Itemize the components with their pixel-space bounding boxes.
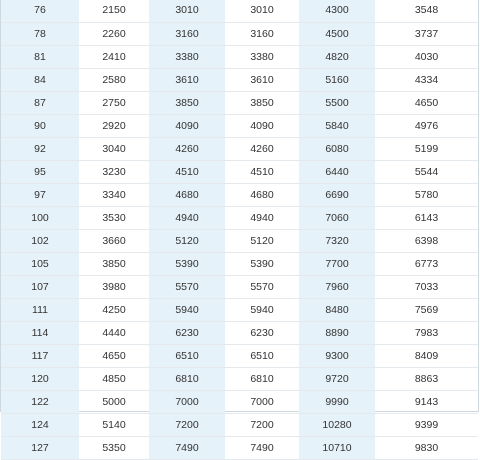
table-cell: 5940 bbox=[149, 298, 225, 321]
table-cell: 95 bbox=[1, 160, 79, 183]
table-cell: 4260 bbox=[149, 137, 225, 160]
table-cell: 7060 bbox=[299, 206, 375, 229]
table-cell: 9990 bbox=[299, 390, 375, 413]
table-row bbox=[1, 321, 478, 344]
table-cell: 120 bbox=[1, 367, 79, 390]
table-row bbox=[1, 45, 478, 68]
table-cell: 5570 bbox=[225, 275, 299, 298]
table-cell: 6440 bbox=[299, 160, 375, 183]
table-cell: 8863 bbox=[375, 367, 478, 390]
table-cell: 2410 bbox=[79, 45, 149, 68]
table-cell: 4510 bbox=[225, 160, 299, 183]
table-cell: 3160 bbox=[225, 22, 299, 45]
table-cell: 5544 bbox=[375, 160, 478, 183]
table-cell: 124 bbox=[1, 413, 79, 436]
table-cell: 100 bbox=[1, 206, 79, 229]
table-cell: 9830 bbox=[375, 436, 478, 459]
table-cell: 9720 bbox=[299, 367, 375, 390]
table-cell: 7200 bbox=[149, 413, 225, 436]
table-cell: 9143 bbox=[375, 390, 478, 413]
table-cell: 117 bbox=[1, 344, 79, 367]
table-body bbox=[1, 0, 478, 459]
table-cell: 3850 bbox=[225, 91, 299, 114]
table-cell: 3160 bbox=[149, 22, 225, 45]
table-cell: 102 bbox=[1, 229, 79, 252]
table-cell: 4510 bbox=[149, 160, 225, 183]
table-cell: 122 bbox=[1, 390, 79, 413]
table-cell: 87 bbox=[1, 91, 79, 114]
table-cell: 81 bbox=[1, 45, 79, 68]
table-cell: 5390 bbox=[225, 252, 299, 275]
table-cell: 2580 bbox=[79, 68, 149, 91]
table-cell: 4300 bbox=[299, 0, 375, 22]
table-cell: 4650 bbox=[79, 344, 149, 367]
table-cell: 107 bbox=[1, 275, 79, 298]
table-cell: 5390 bbox=[149, 252, 225, 275]
table-cell: 4850 bbox=[79, 367, 149, 390]
table-cell: 7000 bbox=[225, 390, 299, 413]
table-cell: 4090 bbox=[149, 114, 225, 137]
table-cell: 7569 bbox=[375, 298, 478, 321]
table-cell: 111 bbox=[1, 298, 79, 321]
table-cell: 6510 bbox=[149, 344, 225, 367]
table-cell: 7000 bbox=[149, 390, 225, 413]
table-cell: 3850 bbox=[149, 91, 225, 114]
table-cell: 5120 bbox=[225, 229, 299, 252]
table-cell: 9300 bbox=[299, 344, 375, 367]
table-cell: 76 bbox=[1, 0, 79, 22]
table-cell: 3010 bbox=[149, 0, 225, 22]
table-cell: 5500 bbox=[299, 91, 375, 114]
table-cell: 3380 bbox=[149, 45, 225, 68]
table-cell: 4500 bbox=[299, 22, 375, 45]
table-cell: 5780 bbox=[375, 183, 478, 206]
table-cell: 4090 bbox=[225, 114, 299, 137]
table-cell: 7490 bbox=[225, 436, 299, 459]
table-cell: 7033 bbox=[375, 275, 478, 298]
table-row bbox=[1, 137, 478, 160]
table-cell: 7490 bbox=[149, 436, 225, 459]
table-cell: 6510 bbox=[225, 344, 299, 367]
table-cell: 4030 bbox=[375, 45, 478, 68]
table-cell: 3010 bbox=[225, 0, 299, 22]
table-cell: 4940 bbox=[225, 206, 299, 229]
table-cell: 5140 bbox=[79, 413, 149, 436]
table-cell: 3980 bbox=[79, 275, 149, 298]
table-cell: 5570 bbox=[149, 275, 225, 298]
table-cell: 7320 bbox=[299, 229, 375, 252]
table-row bbox=[1, 344, 478, 367]
table-cell: 90 bbox=[1, 114, 79, 137]
table-cell: 4976 bbox=[375, 114, 478, 137]
table-cell: 6398 bbox=[375, 229, 478, 252]
table-cell: 97 bbox=[1, 183, 79, 206]
table-cell: 3530 bbox=[79, 206, 149, 229]
table-row bbox=[1, 160, 478, 183]
table-row bbox=[1, 275, 478, 298]
table-cell: 8409 bbox=[375, 344, 478, 367]
table-cell: 3380 bbox=[225, 45, 299, 68]
table-row bbox=[1, 206, 478, 229]
table-cell: 7983 bbox=[375, 321, 478, 344]
table-cell: 4250 bbox=[79, 298, 149, 321]
table-cell: 3230 bbox=[79, 160, 149, 183]
table-cell: 2150 bbox=[79, 0, 149, 22]
table-cell: 5940 bbox=[225, 298, 299, 321]
table-row bbox=[1, 114, 478, 137]
table-cell: 5120 bbox=[149, 229, 225, 252]
table-cell: 2260 bbox=[79, 22, 149, 45]
table-row bbox=[1, 22, 478, 45]
table-row bbox=[1, 436, 478, 459]
table-cell: 6143 bbox=[375, 206, 478, 229]
table-cell: 3548 bbox=[375, 0, 478, 22]
table-cell: 84 bbox=[1, 68, 79, 91]
table-cell: 5160 bbox=[299, 68, 375, 91]
table-cell: 3340 bbox=[79, 183, 149, 206]
table-cell: 3610 bbox=[149, 68, 225, 91]
table-cell: 4260 bbox=[225, 137, 299, 160]
table-row bbox=[1, 413, 478, 436]
table-row bbox=[1, 229, 478, 252]
table-cell: 10280 bbox=[299, 413, 375, 436]
table-cell: 4440 bbox=[79, 321, 149, 344]
table-cell: 3737 bbox=[375, 22, 478, 45]
table-cell: 2920 bbox=[79, 114, 149, 137]
table-cell: 5199 bbox=[375, 137, 478, 160]
table-cell: 3040 bbox=[79, 137, 149, 160]
table-cell: 4680 bbox=[149, 183, 225, 206]
table-row bbox=[1, 367, 478, 390]
table-cell: 6773 bbox=[375, 252, 478, 275]
table-cell: 5840 bbox=[299, 114, 375, 137]
table-cell: 5000 bbox=[79, 390, 149, 413]
table-cell: 4650 bbox=[375, 91, 478, 114]
table-cell: 4820 bbox=[299, 45, 375, 68]
table-cell: 6690 bbox=[299, 183, 375, 206]
table-cell: 105 bbox=[1, 252, 79, 275]
table-cell: 4680 bbox=[225, 183, 299, 206]
table-row bbox=[1, 0, 478, 22]
data-table bbox=[1, 0, 478, 460]
table-row bbox=[1, 298, 478, 321]
table-cell: 3850 bbox=[79, 252, 149, 275]
table-cell: 4940 bbox=[149, 206, 225, 229]
table-cell: 3610 bbox=[225, 68, 299, 91]
table-cell: 8890 bbox=[299, 321, 375, 344]
table-cell: 6230 bbox=[149, 321, 225, 344]
table-cell: 78 bbox=[1, 22, 79, 45]
table-cell: 127 bbox=[1, 436, 79, 459]
table-cell: 8480 bbox=[299, 298, 375, 321]
table-cell: 3660 bbox=[79, 229, 149, 252]
table-row bbox=[1, 183, 478, 206]
table-cell: 6810 bbox=[225, 367, 299, 390]
table-row bbox=[1, 390, 478, 413]
table-cell: 7200 bbox=[225, 413, 299, 436]
table-cell: 7700 bbox=[299, 252, 375, 275]
table-cell: 6080 bbox=[299, 137, 375, 160]
table-cell: 10710 bbox=[299, 436, 375, 459]
table-cell: 7960 bbox=[299, 275, 375, 298]
table-cell: 6230 bbox=[225, 321, 299, 344]
table-cell: 4334 bbox=[375, 68, 478, 91]
table-row bbox=[1, 252, 478, 275]
table-row bbox=[1, 68, 478, 91]
table-cell: 114 bbox=[1, 321, 79, 344]
table-cell: 2750 bbox=[79, 91, 149, 114]
table-cell: 6810 bbox=[149, 367, 225, 390]
table-row bbox=[1, 91, 478, 114]
table-cell: 5350 bbox=[79, 436, 149, 459]
table-cell: 92 bbox=[1, 137, 79, 160]
table-cell: 9399 bbox=[375, 413, 478, 436]
